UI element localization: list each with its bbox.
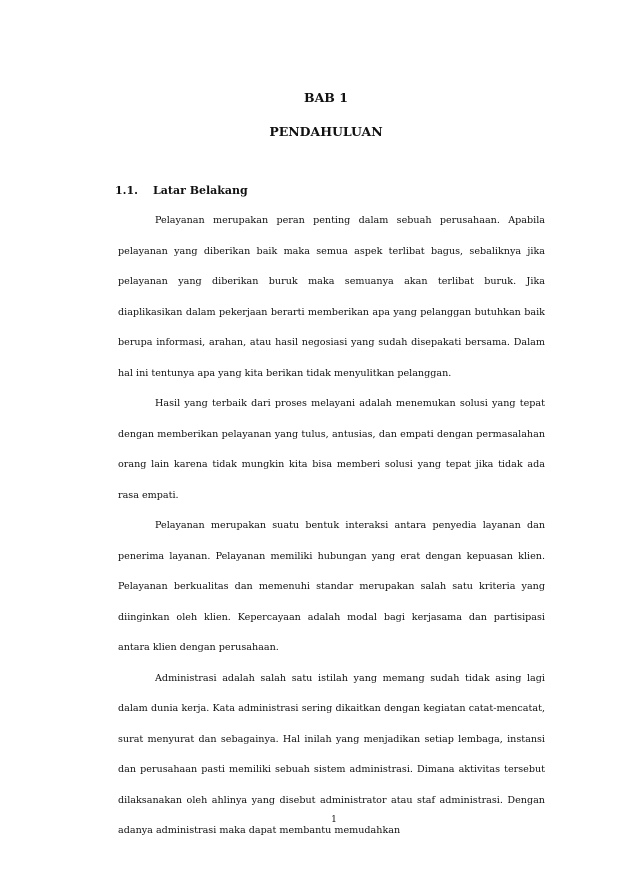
chapter-number: BAB 1 [304,90,348,105]
paragraph: Pelayanan merupakan suatu bentuk interaksi antara penyedia layanan dan penerima layanan. Pelayanan memiliki hubungan yang erat dengan kepuasan klien. Pelayanan berkualitas dan memenuhi standar merupakan salah satu kriteria yang diinginkan oleh klien. Kepercayaan adalah modal bagi kerjasama dan partisipasi antara klien dengan perusahaan. [118,520,545,653]
section-title: Latar Belakang [153,184,248,197]
section-heading [115,183,248,199]
section-number: 1.1. [115,184,138,197]
page-number: 1 [331,815,337,825]
paragraph: Hasil yang terbaik dari proses melayani adalah menemukan solusi yang tepat dengan memberikan pelayanan yang tulus, antusias, dan empati dengan permasalahan orang lain karena tidak mungkin kita bisa memberi solusi yang tepat jika tidak ada rasa empati. [118,398,545,501]
body-text [118,206,545,847]
paragraph: Pelayanan merupakan peran penting dalam sebuah perusahaan. Apabila pelayanan yang diberikan baik maka semua aspek terlibat bagus, sebaliknya jika pelayanan yang diberikan buruk maka semuanya akan terlibat buruk. Jika diaplikasikan dalam pekerjaan berarti memberikan apa yang pelanggan butuhkan baik berupa informasi, arahan, atau hasil negosiasi yang sudah disepakati bersama. Dalam hal ini tentunya apa yang kita berikan tidak menyulitkan pelanggan. [118,215,545,379]
chapter-title: PENDAHULUAN [269,124,383,139]
paragraph: Administrasi adalah salah satu istilah yang memang sudah tidak asing lagi dalam dunia kerja. Kata administrasi sering dikaitkan dengan kegiatan catat-mencatat, surat menyurat dan sebagainya. Hal inilah yang menjadikan setiap lembaga, instansi dan perusahaan pasti memiliki sebuah sistem administrasi. Dimana aktivitas tersebut dilaksanakan oleh ahlinya yang disebut administrator atau staf administrasi. Dengan adanya administrasi maka dapat membantu memudahkan [118,672,545,836]
